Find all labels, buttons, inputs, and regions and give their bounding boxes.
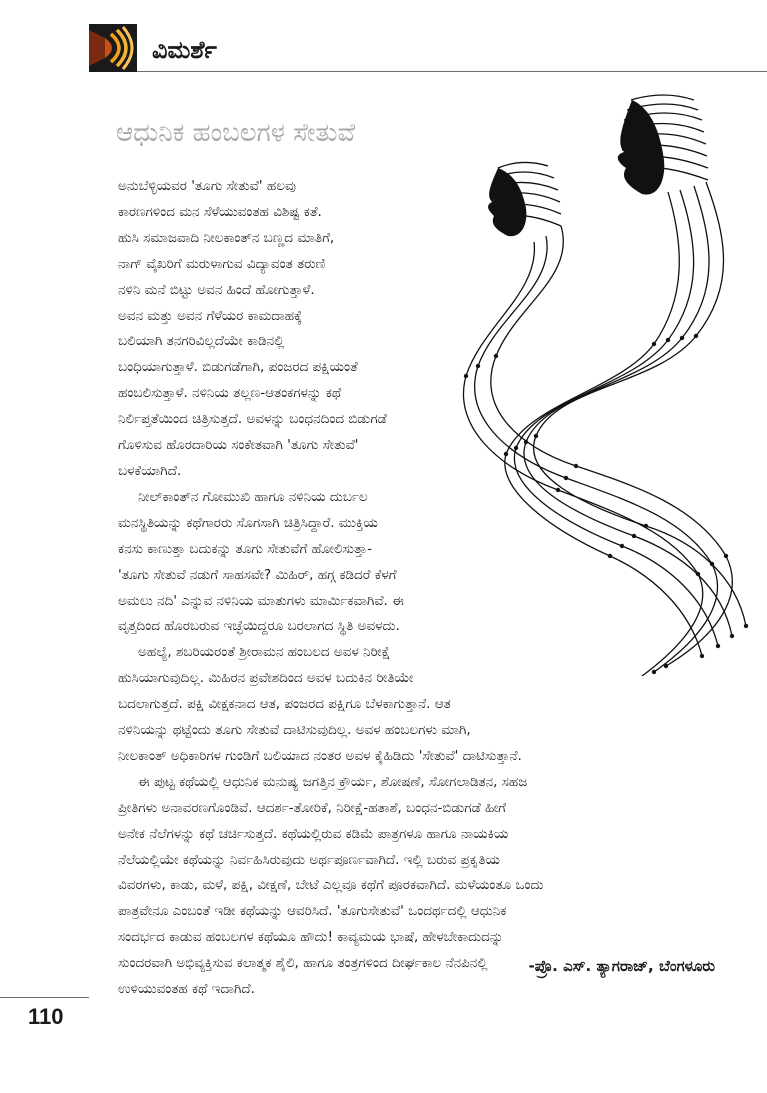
- article-body: [118, 174, 715, 1003]
- text-line: ಕಾರಣಗಳಿಂದ ಮನ ಸೆಳೆಯುವಂತಹ ವಿಶಿಷ್ಟ ಕತೆ.: [118, 203, 322, 220]
- article-title: ಆಧುನಿಕ ಹಂಬಲಗಳ ಸೇತುವೆ: [116, 118, 356, 148]
- text-line: 'ತೂಗು ಸೇತುವೆ ನಡುಗೆ ಸಾಹಸವೇ? ಮಿಹಿರ್, ಹಗ್ಗ ಕಡಿದರೆ ಕೆಳಗೆ: [118, 566, 397, 583]
- text-line: ವಿವರಗಳು, ಕಾಡು, ಮಳೆ, ಪಕ್ಷಿ, ವೀಕ್ಷಣೆ, ಬೇಟೆ ಎಲ್ಲವೂ ಕಥೆಗೆ ಪೂರಕವಾಗಿದೆ. ಮಳೆಯಂತೂ ಒಂದು: [118, 877, 544, 894]
- footer-rule: [0, 997, 89, 998]
- text-line: ನೀಲ್‌ಕಾಂತ್‌ನ ಗೋಮುಖಿ ಹಾಗೂ ನಳಿನಿಯ ದುರ್ಬಲ: [138, 488, 368, 505]
- text-line: ಪ್ರೀತಿಗಳು ಅನಾವರಣಗೊಂಡಿವೆ. ಆದರ್ಶ-ತೋರಿಕೆ, ನಿರೀಕ್ಷೆ-ಹತಾಶೆ, ಬಂಧನ-ಬಿಡುಗಡೆ ಹೀಗೆ: [118, 799, 507, 816]
- text-line: ಅನೇಕ ನೆಲೆಗಳನ್ನು ಕಥೆ ಚರ್ಚಿಸುತ್ತದೆ. ಕಥೆಯಲ್ಲಿರುವ ಕಡಿಮೆ ಪಾತ್ರಗಳೂ ಹಾಗೂ ನಾಯಕಿಯ: [118, 825, 509, 842]
- text-line: ಅಹಲ್ಯೆ, ಶಬರಿಯರಂತೆ ಶ್ರೀರಾಮನ ಹಂಬಲದ ಅವಳ ನಿರೀಕ್ಷೆ: [138, 644, 391, 661]
- text-line: ಸುಂದರವಾಗಿ ಅಭಿವ್ಯಕ್ತಿಸುವ ಕಲಾತ್ಮಕ ಶೈಲಿ, ಹಾಗೂ ತಂತ್ರಗಳಿಂದ ದೀರ್ಘಕಾಲ ನೆನಪಿನಲ್ಲಿ: [118, 955, 488, 972]
- text-line: ಅವನ ಮತ್ತು ಅವನ ಗೆಳೆಯರ ಕಾಮದಾಹಕ್ಕೆ: [118, 307, 303, 324]
- section-label: ವಿಮರ್ಶೆ: [152, 36, 217, 64]
- text-line: ಕನಸು ಕಾಣುತ್ತಾ ಬದುಕನ್ನು ತೂಗು ಸೇತುವೆಗೆ ಹೋಲಿಸುತ್ತಾ-: [118, 540, 372, 557]
- text-line: ಗೊಳಿಸುವ ಹೊರದಾರಿಯ ಸಂಕೇತವಾಗಿ 'ತೂಗು ಸೇತುವೆ': [118, 437, 359, 454]
- text-line: ಈ ಪುಟ್ಟ ಕಥೆಯಲ್ಲಿ ಆಧುನಿಕ ಮನುಷ್ಯ ಜಗತ್ತಿನ ಕ್ರೌರ್ಯ, ಶೋಷಣೆ, ಸೋಗಲಾಡಿತನ, ಸಹಜ: [138, 773, 528, 790]
- text-line: ಉಳಿಯುವಂತಹ ಕಥೆ ಇದಾಗಿದೆ.: [118, 981, 255, 998]
- text-line: ಬದಲಾಗುತ್ತದೆ. ಪಕ್ಷಿ ವೀಕ್ಷಕನಾದ ಆತ, ಪಂಜರದ ಪಕ್ಷಿಗೂ ಬೆಳಕಾಗುತ್ತಾನೆ. ಆತ: [118, 696, 451, 713]
- text-line: ಅನುಬೆಳ್ಳಿಯವರ 'ತೂಗು ಸೇತುವೆ' ಹಲವು: [118, 178, 296, 194]
- text-line: ಹಂಬಲಿಸುತ್ತಾಳೆ. ನಳಿನಿಯ ತಲ್ಲಣ-ಆತಂಕಗಳನ್ನು ಕಥೆ: [118, 385, 342, 402]
- text-line: ಬಳಕೆಯಾಗಿದೆ.: [118, 462, 182, 479]
- paragraph-3: [118, 640, 715, 770]
- text-line: ಬಲಿಯಾಗಿ ತನಗರಿವಿಲ್ಲದೆಯೇ ಕಾಡಿನಲ್ಲಿ: [118, 333, 285, 350]
- text-line: ಪಾತ್ರವೇನೂ ಎಂಬಂತೆ ಇಡೀ ಕಥೆಯನ್ನು ಆವರಿಸಿದೆ. 'ತೂಗುಸೇತುವೆ' ಒಂದರ್ಥದಲ್ಲಿ ಆಧುನಿಕ: [118, 903, 507, 920]
- text-line: ಸಂದರ್ಭದ ಕಾಡುವ ಹಂಬಲಗಳ ಕಥೆಯೂ ಹೌದು! ಕಾವ್ಯಮಯ ಭಾಷೆ, ಹೇಳಬೇಕಾದುದನ್ನು: [118, 929, 504, 946]
- text-line: ನಿರ್ಲಿಪ್ತತೆಯಿಂದ ಚಿತ್ರಿಸುತ್ತದೆ. ಅವಳನ್ನು ಬಂಧನದಿಂದ ಬಿಡುಗಡೆ: [118, 411, 387, 428]
- text-line: ನೀಲಕಾಂತ್ ಅಧಿಕಾರಿಗಳ ಗುಂಡಿಗೆ ಬಲಿಯಾದ ನಂತರ ಅವಳ ಕೈಹಿಡಿದು 'ಸೇತುವೆ' ದಾಟಿಸುತ್ತಾನೆ.: [118, 747, 522, 764]
- paragraph-1: [118, 174, 715, 485]
- text-line: ನಳಿನಿ ಮನೆ ಬಿಟ್ಟು ಅವನ ಹಿಂದೆ ಹೋಗುತ್ತಾಳೆ.: [118, 281, 315, 298]
- text-line: ನಾಗ್ ವೈಖರಿಗೆ ಮರುಳಾಗುವ ವಿದ್ಯಾವಂತ ತರುಣಿ: [118, 255, 326, 272]
- text-line: ವೃತ್ತದಿಂದ ಹೊರಬರುವ ಇಚ್ಛೆಯಿದ್ದರೂ ಬರಲಾಗದ ಸ್ಥಿತಿ ಅವಳದು.: [118, 618, 400, 635]
- author-credit: -ಪ್ರೊ. ಎಸ್. ತ್ಯಾಗರಾಜ್, ಬೆಂಗಳೂರು: [528, 957, 715, 975]
- text-line: ಅಮಲು ನದಿ' ಎನ್ನುವ ನಳಿನಿಯ ಮಾತುಗಳು ಮಾರ್ಮಿಕವಾಗಿವೆ. ಈ: [118, 592, 404, 609]
- text-line: ಬಂಧಿಯಾಗುತ್ತಾಳೆ. ಬಿಡುಗಡೆಗಾಗಿ, ಪಂಜರದ ಪಕ್ಷಿಯಂತೆ: [118, 359, 358, 376]
- text-line: ನೆಲೆಯಲ್ಲಿಯೇ ಕಥೆಯನ್ನು ನಿರ್ವಹಿಸಿರುವುದು ಅರ್ಥಪೂರ್ಣವಾಗಿದೆ. ಇಲ್ಲಿ ಬರುವ ಪ್ರಕೃತಿಯ: [118, 851, 500, 868]
- paragraph-2: [118, 485, 715, 640]
- page-number: 110: [28, 1004, 64, 1029]
- text-line: ಹುಸಿಯಾಗುವುದಿಲ್ಲ. ಮಿಹಿರನ ಪ್ರವೇಶದಿಂದ ಅವಳ ಬದುಕಿನ ರೀತಿಯೇ: [118, 670, 414, 687]
- text-line: ನಳಿನಿಯನ್ನು ಥಟ್ಟೆಂದು ತೂಗು ಸೇತುವೆ ದಾಟಿಸುವುದಿಲ್ಲ. ಅವಳ ಹಂಬಲಗಳು ಮಾಗಿ,: [118, 722, 471, 739]
- header-rule: [137, 71, 767, 72]
- speaker-sound-waves-icon: [89, 24, 137, 72]
- text-line: ಮನಸ್ಥಿತಿಯನ್ನು ಕಥೆಗಾರರು ಸೊಗಸಾಗಿ ಚಿತ್ರಿಸಿದ್ದಾರೆ. ಮುಕ್ತಿಯ: [118, 514, 378, 531]
- text-line: ಹುಸಿ ಸಮಾಜವಾದಿ ನೀಲಕಾಂತ್‌ನ ಬಣ್ಣದ ಮಾತಿಗೆ,: [118, 229, 335, 246]
